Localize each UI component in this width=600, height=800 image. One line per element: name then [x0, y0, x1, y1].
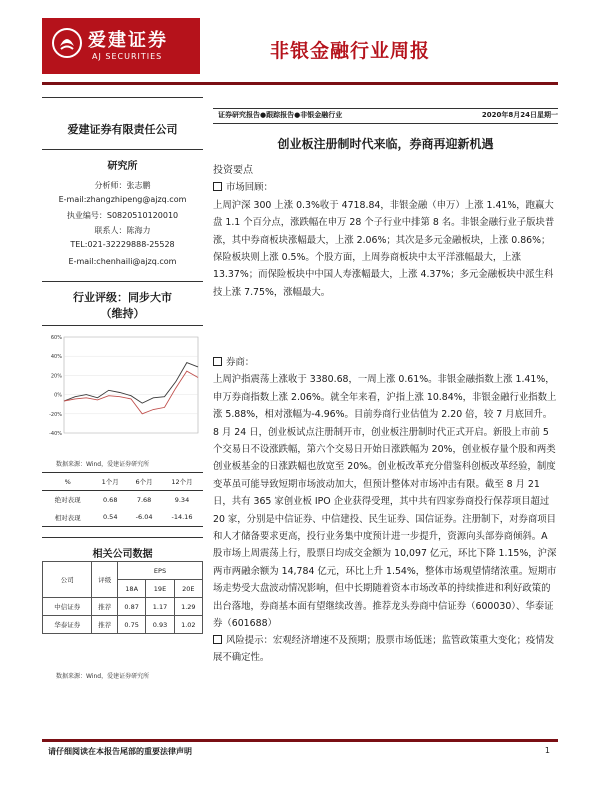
table-source: 数据来源：Wind，爱建证券研究所 — [56, 673, 150, 680]
rating-status: （维持） — [100, 307, 145, 320]
company-name: 爱建证券有限责任公司 — [67, 123, 178, 136]
table-row — [42, 491, 203, 509]
y-tick-label: 40% — [50, 354, 62, 361]
industry-performance-chart — [42, 329, 203, 449]
section-heading — [213, 179, 558, 196]
rating-cell: 推荐 — [92, 616, 118, 634]
contact-tel: TEL:021-32229888-25528 — [70, 240, 175, 249]
logo-text-cn: 爱建证券 — [88, 30, 168, 51]
table-cell: -6.04 — [127, 509, 161, 527]
company-logo — [42, 18, 200, 74]
table-cell: 0.54 — [93, 509, 127, 527]
market-review-paragraph: 上周沪深 300 上涨 0.3%收于 4718.84，非银金融（申万）上涨 1.41%，跑赢大盘 1.1 个百分点，涨跌幅在申万 28 个子行业中排第 8 名。非银金融行业子版块普涨，其中券商板块涨幅最大，上涨 2.06%；其次是多元金融板块，上涨 0.86%；保险板块则上涨 0.5%。个股方面，上周券商板块中太平洋涨幅最大，上涨 13.37%；而保险板块中中国人寿涨幅最大，上涨 4.37%；多元金融板块中派生科技上涨 7.75%，涨幅最大。 — [213, 199, 555, 298]
company-cell: 中信证券 — [43, 598, 92, 616]
row-label: 绝对表现 — [42, 491, 93, 509]
risk-section — [213, 632, 558, 667]
report-category: 证券研究报告●跟踪报告●非银金融行业 — [218, 111, 343, 119]
contact-email: E-mail:chenhaili@ajzq.com — [68, 257, 177, 266]
table-row — [43, 598, 203, 616]
main-divider — [213, 108, 558, 109]
points-heading: 投资要点 — [213, 165, 253, 176]
report-type-title: 非银金融行业周报 — [270, 40, 431, 62]
main-divider — [213, 123, 558, 124]
sidebar — [42, 97, 203, 697]
table-header-cell: % — [42, 473, 93, 491]
eps-cell: 1.17 — [146, 598, 174, 616]
related-companies-table — [42, 561, 203, 634]
logo-text-en: AJ SECURITIES — [92, 52, 163, 61]
sidebar-divider — [42, 537, 203, 538]
table-header-cell: 公司 — [43, 562, 92, 598]
checkbox-bullet-icon — [213, 182, 222, 191]
brokerage-section — [213, 354, 558, 633]
report-date: 2020年8月24日星期一 — [481, 111, 558, 119]
eps-cell: 0.87 — [118, 598, 146, 616]
y-tick-label: -20% — [49, 411, 62, 418]
y-tick-label: 20% — [50, 373, 62, 380]
industry-rating — [42, 290, 203, 322]
risk-paragraph — [213, 632, 558, 667]
legal-disclaimer: 请仔细阅读在本报告尾部的重要法律声明 — [48, 747, 192, 756]
chart-source: 数据来源：Wind，爱建证券研究所 — [56, 461, 150, 468]
logo-emblem-icon — [52, 28, 82, 58]
header-divider — [42, 82, 558, 85]
rating-cell: 推荐 — [92, 598, 118, 616]
eps-cell: 0.75 — [118, 616, 146, 634]
table-cell: 7.68 — [127, 491, 161, 509]
brokerage-paragraph: 上周沪指震荡上涨收于 3380.68，一周上涨 0.61%。非银金融指数上涨 1.41%，申万券商指数上涨 2.06%。就全年来看，沪指上涨 10.84%，非银金融行业指数上涨 5.88%，相对涨幅为-4.96%。目前券商行业估值为 2.20 倍，较 7 月底回升。8 月 24 日，创业板试点注册制开市，创业板注册制时代正式开启。新股上市前 5 个交易日不设涨跌幅，第六个交易日开始日涨跌幅为 20%，创业板存量个股和两类创业板基金的日涨跌幅也放宽至 20%。创业板改革充分借鉴科创板改革经验，制度变革虽可能导致短期市场波动加大，但预计整体对市场冲击有限。截至 8 月 21 日，共有 365 家创业板 IPO 企业获得受理，其中共有四家券商投行保荐项目超过 20 家，分别是中信证券、中信建投、民生证券、国信证券。注册制下，对券商项目和人才储备要求更高，投行业务集中度预计进一步提升，资源向头部券商倾斜。A 股市场上周震荡上行，股票日均成交金额为 10,097 亿元，环比下降 1.15%，沪深两市两融余额为 14,784 亿元，环比上升 1.54%，整体市场观望情绪浓重。短期市场走势受大盘波动情况影响，但中长期随着资本市场改革的持续推进和利好政策的出台落地，券商基本面有望继续改善。推荐龙头券商中信证券（600030）、华泰证券（601688） — [213, 374, 557, 630]
investment-points — [213, 162, 558, 301]
checkbox-bullet-icon — [213, 635, 222, 644]
sidebar-divider — [42, 149, 203, 150]
section-title: 市场回顾： — [226, 182, 273, 194]
rating-text: 行业评级：同步大市 — [73, 291, 172, 304]
related-companies-title: 相关公司数据 — [92, 549, 153, 560]
performance-table — [42, 472, 203, 527]
section-heading — [213, 354, 558, 371]
risk-title: 风险提示： — [226, 635, 273, 646]
table-row — [42, 509, 203, 527]
eps-cell: 1.29 — [174, 598, 202, 616]
company-cell: 华泰证券 — [43, 616, 92, 634]
y-tick-label: 0% — [54, 392, 62, 399]
row-label: 相对表现 — [42, 509, 93, 527]
table-header-cell: EPS — [118, 562, 203, 580]
sidebar-divider — [42, 325, 203, 326]
table-header-row — [42, 473, 203, 491]
table-header-cell: 评级 — [92, 562, 118, 598]
eps-cell: 1.02 — [174, 616, 202, 634]
contact-person: 联系人：陈海力 — [94, 226, 151, 235]
table-header-cell: 12个月 — [161, 473, 203, 491]
table-header-cell: 6个月 — [127, 473, 161, 491]
sidebar-divider — [42, 281, 203, 282]
series-line-1 — [64, 363, 198, 404]
license-number: 执业编号：S0820510120010 — [66, 211, 179, 220]
table-cell: 0.68 — [93, 491, 127, 509]
footer-divider — [42, 739, 558, 742]
table-header-cell: 1个月 — [93, 473, 127, 491]
table-row — [43, 616, 203, 634]
analyst-name: 分析师：张志鹏 — [94, 181, 151, 190]
table-header-cell: 19E — [146, 580, 174, 598]
section-title: 券商： — [226, 357, 255, 368]
y-tick-label: -40% — [49, 431, 62, 437]
eps-cell: 0.93 — [146, 616, 174, 634]
table-header-cell: 20E — [174, 580, 202, 598]
y-tick-label: 60% — [50, 335, 62, 341]
table-cell: -14.16 — [161, 509, 203, 527]
analyst-email: E-mail:zhangzhipeng@ajzq.com — [58, 195, 187, 204]
table-header-cell: 18A — [118, 580, 146, 598]
risk-text: 宏观经济增速不及预期；股票市场低迷；监管政策重大变化；疫情发展不确定性。 — [213, 635, 555, 664]
checkbox-bullet-icon — [213, 357, 222, 366]
sidebar-divider — [42, 97, 203, 98]
research-dept: 研究所 — [107, 161, 138, 172]
table-header-row — [43, 562, 203, 580]
report-title: 创业板注册制时代来临，券商再迎新机遇 — [277, 137, 494, 151]
table-cell: 9.34 — [161, 491, 203, 509]
page-number: 1 — [544, 746, 550, 755]
